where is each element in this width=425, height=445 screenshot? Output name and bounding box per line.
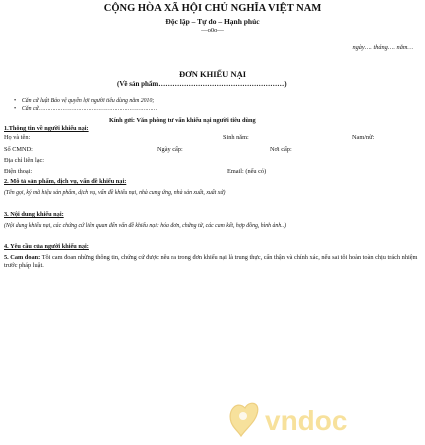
id-number-label: Số CMND: (4, 146, 33, 153)
vndoc-watermark-logo (223, 392, 373, 442)
email-label: Email: (nếu có) (227, 168, 267, 175)
section-4-heading: 4. Yêu cầu của người khiếu nại: (4, 243, 89, 250)
recipient-value: Văn phòng tư vấn khiếu nại người tiêu dùng (136, 117, 256, 124)
phone-label: Điện thoại: (4, 168, 33, 175)
document-subtitle: (Về sản phẩm………………………………………………) (117, 80, 287, 88)
section-3-note: (Nội dung khiếu nại, các chứng cứ liên quan đến vấn đề khiếu nại: hóa đơn, chứng từ, các cam kết, hợp đồng, hình ảnh..) (4, 223, 287, 229)
section-5-paragraph (4, 254, 420, 270)
section-2-heading: 2. Mô tả sản phẩm, dịch vụ, vấn đề khiếu nại: (4, 178, 127, 185)
gender-label: Nam/nữ: (352, 134, 375, 141)
document-title: ĐƠN KHIẾU NẠI (178, 69, 247, 79)
section-5-text: Tôi cam đoan những thông tin, chứng cứ được nêu ra trong đơn khiếu nại là trung thực, cẩn thận và chính xác, nếu sai tôi hoàn toàn chịu trách nhiệm trước pháp luật. (4, 254, 418, 269)
header-divider: —o0o— (201, 27, 224, 34)
basis-item-2: • Căn cứ…………………………………………………………… (14, 106, 158, 112)
recipient-line (109, 117, 256, 124)
issue-place-label: Nơi cấp: (270, 146, 292, 153)
motto: Độc lập – Tự do – Hạnh phúc (165, 17, 260, 26)
basis-item-1: • Căn cứ luật Bảo vệ quyền lợi người tiêu dùng năm 2010; (14, 98, 155, 104)
date-line: ngày…. tháng…. năm… (352, 44, 413, 51)
issue-date-label: Ngày cấp: (157, 146, 183, 153)
section-1-heading: 1.Thông tin về người khiếu nại: (4, 125, 89, 132)
birth-year-label: Sinh năm: (223, 134, 249, 141)
name-label: Họ và tên: (4, 134, 31, 141)
watermark-text: vndoc (265, 405, 348, 436)
national-title: CỘNG HÒA XÃ HỘI CHỦ NGHĨA VIỆT NAM (103, 3, 322, 14)
basis-text-2: Căn cứ…………………………………………………………… (21, 106, 158, 112)
recipient-label: Kính gửi: (109, 117, 135, 124)
section-5-heading: 5. Cam đoan: (4, 254, 41, 261)
address-label: Địa chỉ liên lạc: (4, 157, 45, 164)
section-3-heading: 3. Nội dung khiếu nại: (4, 211, 64, 218)
basis-text-1: Căn cứ luật Bảo vệ quyền lợi người tiêu dùng năm 2010; (21, 98, 155, 104)
section-2-note: (Tên gọi, ký mã hiệu sản phẩm, dịch vụ, vấn đề khiếu nại, nhà cung ứng, nhà sản xuất, xuất xứ) (4, 190, 226, 196)
